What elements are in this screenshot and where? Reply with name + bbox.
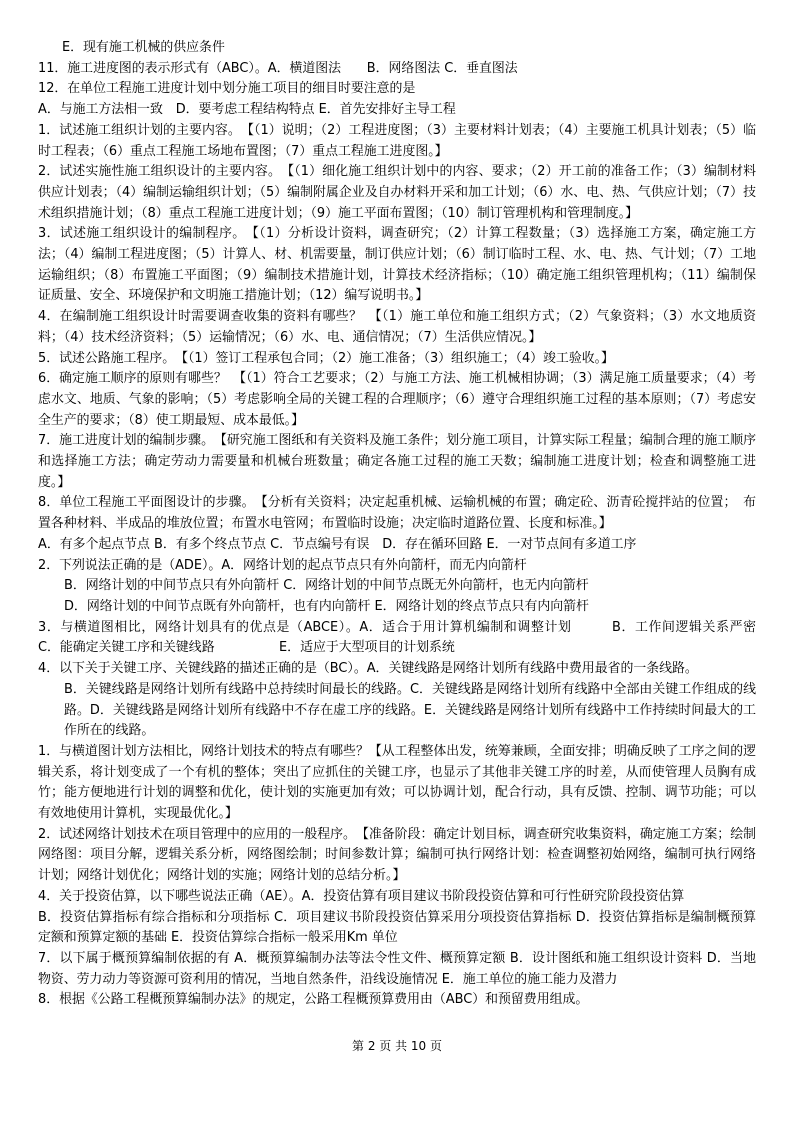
text-paragraph: 8．单位工程施工平面图设计的步骤。 【分析有关资料；决定起重机械、运输机械的布置；确定砼、沥青砼搅拌站的位置； 布置各种材料、半成品的堆放位置；布置水电管网；布置临时设施；决定临时道路位置、长度和标准。】 (38, 495, 756, 532)
text-paragraph: 7．施工进度计划的编制步骤。 【研究施工图纸和有关资料及施工条件；划分施工项目，计算实际工程量；编制合理的施工顺序和选择施工方法；确定劳动力需要量和机械台班数量；确定各施工过程的施工天数；编制施工进度计划；检查和调整施工进度。】 (38, 433, 756, 490)
text-line: 8．根据《公路工程概预算编制办法》的规定，公路工程概预算费用由（ABC）和预留费用组成。 (38, 992, 589, 1008)
text-line: E．现有施工机械的供应条件 (62, 40, 225, 55)
text-paragraph: 1．试述施工组织计划的主要内容。 【（1）说明；（2）工程进度图；（3）主要材料计划表；（4）主要施工机具计划表；（5）临时工程表；（6）重点工程施工场地布置图；（7）重点工程施工进度图。】 (38, 122, 756, 159)
text-line: 4．以下关于关键工序、关键线路的描述正确的是（BC）。A．关键线路是网络计划所有线路中费用最省的一条线路。 (38, 661, 698, 677)
text-paragraph: 1．与横道图计划方法相比，网络计划技术的特点有哪些？【从工程整体出发，统筹兼顾，全面安排；明确反映了工序之间的逻辑关系，将计划变成了一个有机的整体；突出了应抓住的关键工序，也显示了其他非关键工序的时差，从而使管理人员胸有成竹；能方便地进行计划的调整和优化，使计划的实施更加有效；可以协调计划，配合行动，具有反馈、控制、调节功能；可以有效地使用计算机，实现最优化。】 (38, 743, 756, 822)
text-line: D．网络计划的中间节点既有外向箭杆，也有内向箭杆 E．网络计划的终点节点只有内向箭杆 (64, 598, 589, 614)
text-paragraph: B．关键线路是网络计划所有线路中总持续时间最长的线路。C．关键线路是网络计划所有线路中全部由关键工作组成的线路。D．关键线路是网络计划所有线路中不存在虚工序的线路。E．关键线路是网络计划所有线路中工作持续时间最大的工作所在的线路。 (64, 681, 756, 739)
text-paragraph: 6．确定施工顺序的原则有哪些？ 【（1）符合工艺要求；（2）与施工方法、施工机械相协调；（3）满足施工质量要求；（4）考虑水文、地质、气象的影响；（5）考虑影响全局的关键工程的合理顺序；（6）遵守合理组织施工过程的基本原则；（7）考虑安全生产的要求；（8）使工期最短、成本最低。】 (38, 371, 756, 428)
text-paragraph: 2．试述实施性施工组织设计的主要内容。 【（1）细化施工组织计划中的内容、要求；（2）开工前的准备工作；（3）编制材料供应计划表；（4）编制运输组织计划；（5）编制附属企业及自办材料开采和加工计划；（6）水、电、热、气供应计划；（7）技术组织措施计划；（8）重点工程施工进度计划；（9）施工平面布置图；（10）制订管理机构和管理制度。】 (38, 164, 756, 221)
page-footer: 第 2 页 共 10 页 (352, 1039, 442, 1053)
text-line: 11．施工进度图的表示形式有（ABC）。A．横道图法 B．网络图法 C．垂直图法 (38, 60, 518, 76)
text-line: B．网络计划的中间节点只有外向箭杆 C．网络计划的中间节点既无外向箭杆，也无内向箭杆 (64, 578, 589, 594)
text-line: 4．关于投资估算，以下哪些说法正确（AE）。A．投资估算有项目建议书阶段投资估算和可行性研究阶段投资估算 (38, 888, 685, 904)
text-paragraph: 7．以下属于概预算编制依据的有 A．概预算编制办法等法令性文件、概预算定额 B．设计图纸和施工组织设计资料 D．当地物资、劳力动力等资源可资利用的情况，当地自然条件，沿线设施情况 E．施工单位的施工能力及潜力 (38, 950, 756, 987)
text-paragraph: 2．试述网络计划技术在项目管理中的应用的一般程序。 【准备阶段：确定计划目标，调查研究收集资料，确定施工方案；绘制网络图：项目分解，逻辑关系分析，网络图绘制；时间参数计算；编制可执行网络计划：检查调整初始网络，编制可执行网络计划；网络计划优化；网络计划的实施；网络计划的总结分析。】 (38, 826, 756, 884)
text-paragraph: 4．在编制施工组织设计时需要调查收集的资料有哪些？ 【（1）施工单位和施工组织方式；（2）气象资料；（3）水文地质资料；（4）技术经济资料；（5）运输情况；（6）水、电、通信情况；（7）生活供应情况。】 (38, 309, 756, 345)
page-body (38, 38, 769, 1011)
text-line: 12．在单位工程施工进度计划中划分施工项目的细目时要注意的是 (38, 81, 416, 97)
text-paragraph: B．投资估算指标有综合指标和分项指标 C．项目建议书阶段投资估算采用分项投资估算指标 D．投资估算指标是编制概预算定额和预算定额的基础 E．投资估算综合指标一般采用Km 单位 (38, 909, 756, 946)
text-line: A．与施工方法相一致 D．要考虑工程结构特点 E．首先安排好主导工程 (38, 102, 456, 118)
text-paragraph: 3．与横道图相比，网络计划具有的优点是（ABCE）。A．适合于用计算机编制和调整计划 B．工作间逻辑关系严密 C．能确定关键工序和关键线路 E．适应于大型项目的计划系统 (38, 619, 769, 656)
text-line: A．有多个起点节点 B．有多个终点节点 C．节点编号有误 D．存在循环回路 E．一对节点间有多道工序 (38, 536, 637, 552)
text-paragraph: 3．试述施工组织设计的编制程序。 【（1）分析设计资料，调查研究；（2）计算工程数量；（3）选择施工方案，确定施工方法；（4）编制工程进度图；（5）计算人、材、机需要量，制订供应计划；（6）制订临时工程、水、电、热、气计划；（7）工地运输组织；（8）布置施工平面图；（9）编制技术措施计划，计算技术经济指标；（10）确定施工组织管理机构；（11）编制保证质量、安全、环境保护和文明施工措施计划；（12）编写说明书。】 (38, 226, 756, 304)
text-line: 5．试述公路施工程序。 【（1）签订工程承包合同；（2）施工准备；（3）组织施工；（4）竣工验收。】 (38, 350, 614, 366)
text-line: 2．下列说法正确的是（ADE）。A．网络计划的起点节点只有外向箭杆，而无内向箭杆 (38, 557, 527, 573)
